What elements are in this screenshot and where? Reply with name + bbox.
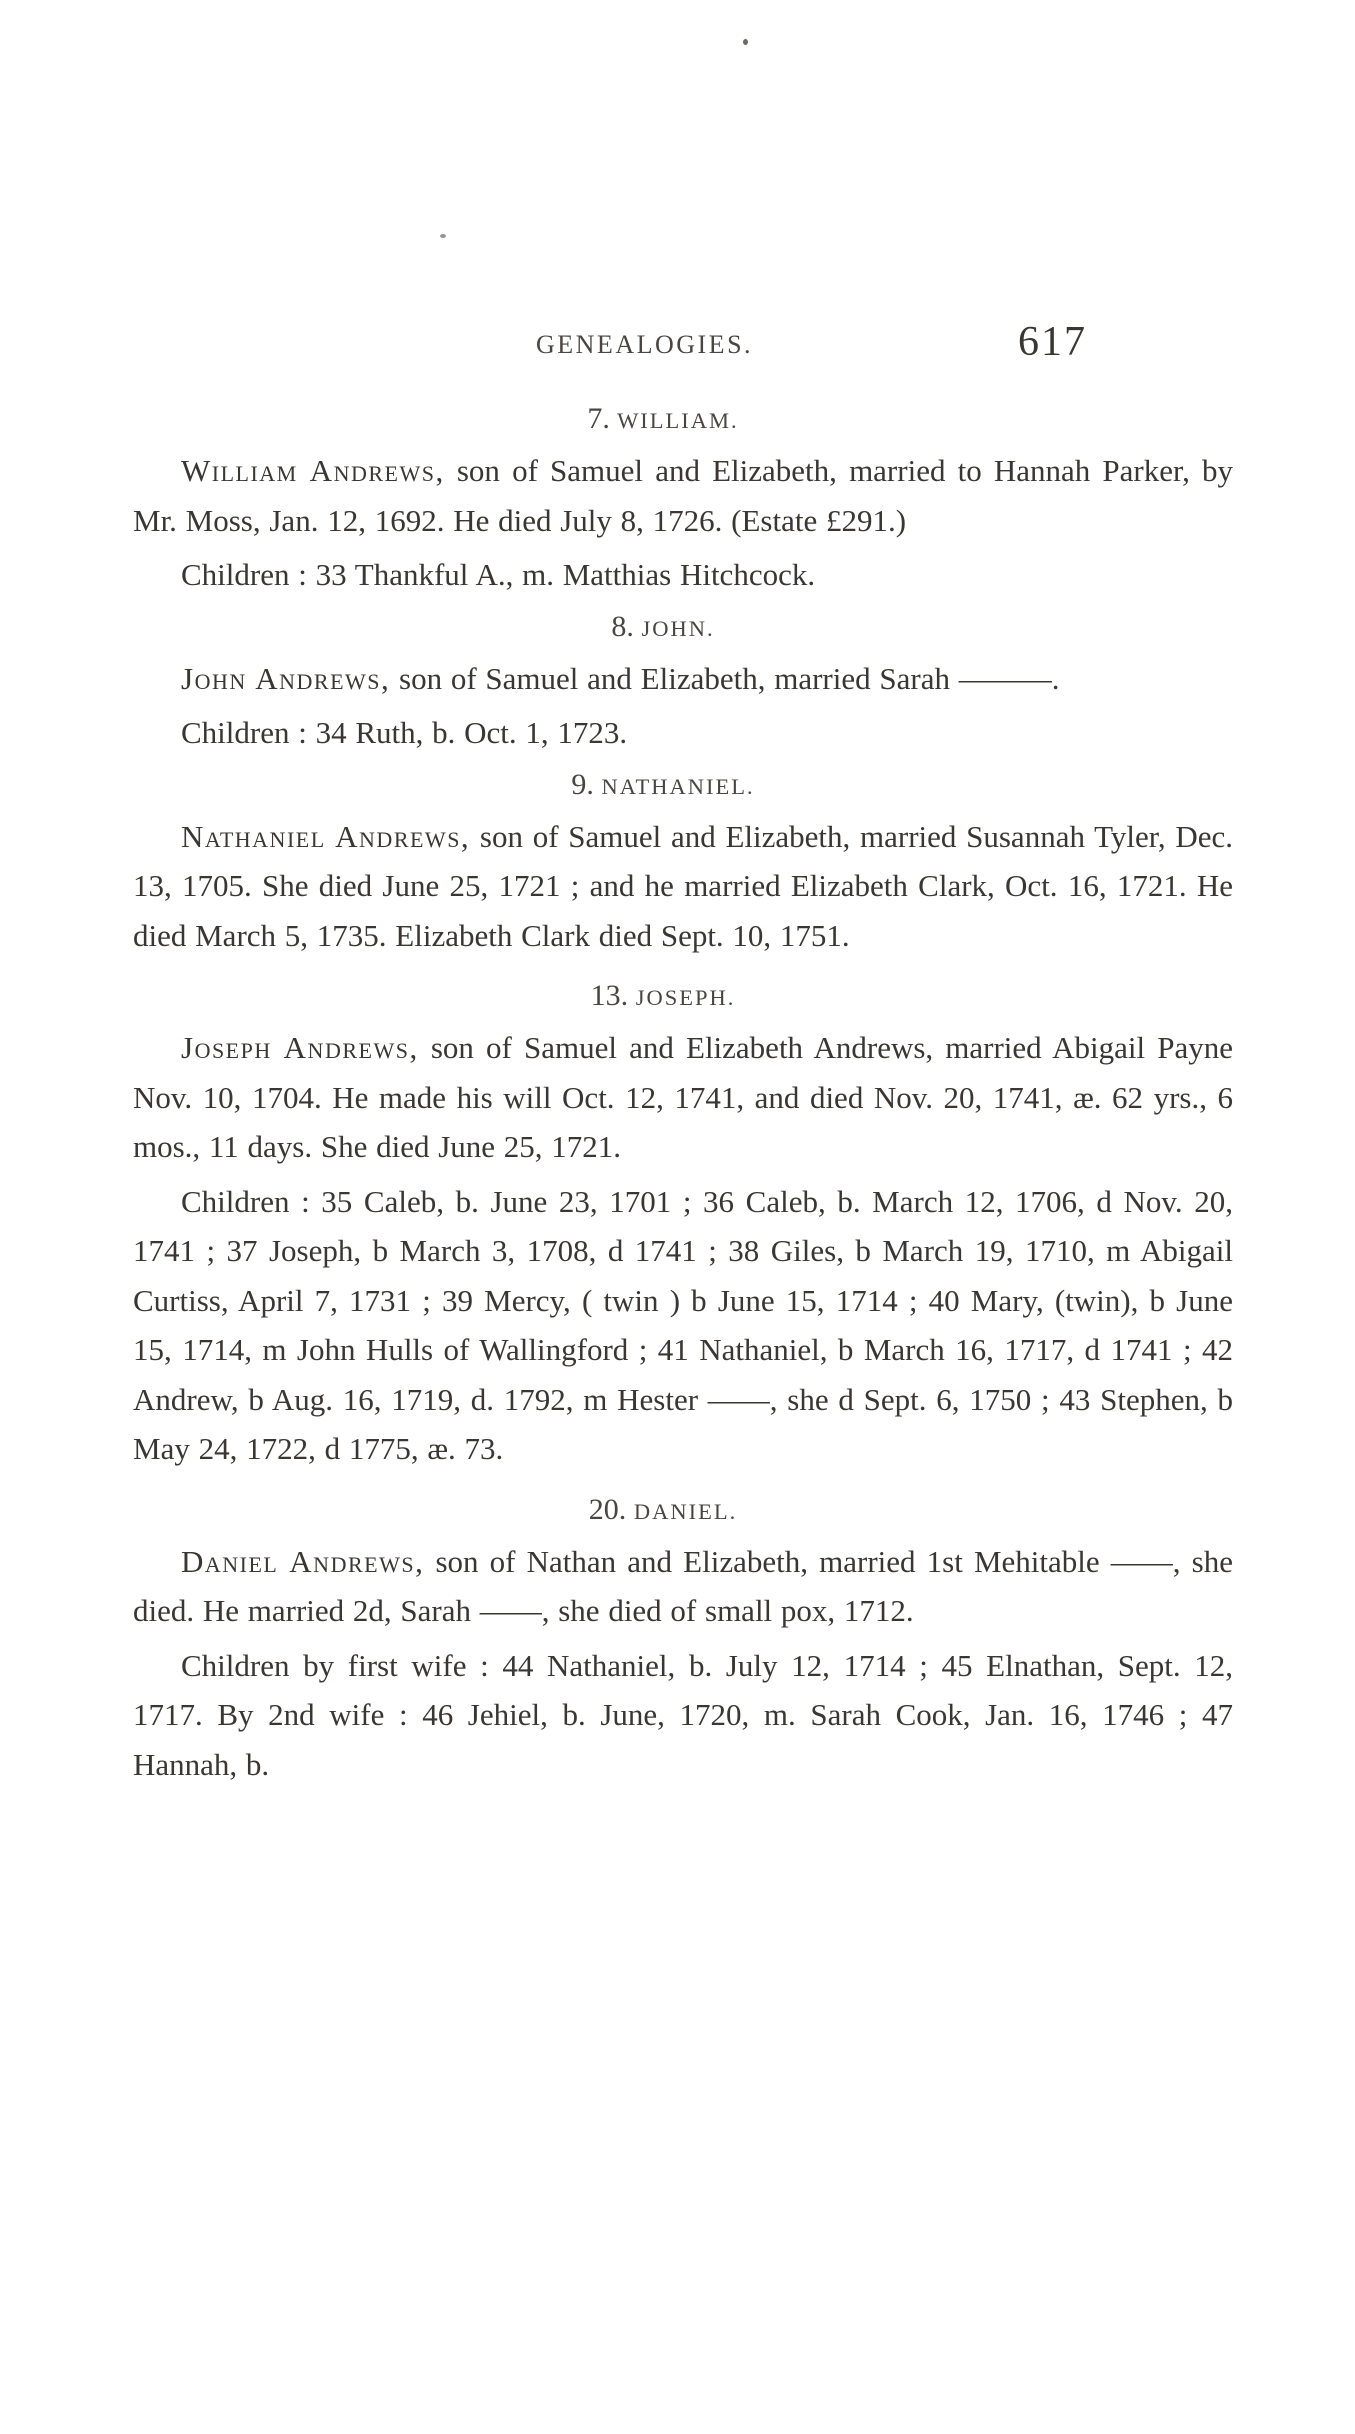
paragraph — [133, 446, 1233, 545]
section-number: 13. — [590, 979, 629, 1012]
section-heading — [93, 392, 1233, 446]
section-william — [133, 392, 1233, 600]
paragraph-text: son of Nathan and Elizabeth, married 1st Mehitable ——, she died. He married 2d, Sarah ——, she died of small pox, 1712. — [133, 1543, 1233, 1628]
running-title: GENEALOGIES. — [536, 330, 754, 359]
paragraph-text: Children : 35 Caleb, b. June 23, 1701 ; 36 Caleb, b. March 12, 1706, d Nov. 20, 1741 ; 37 Joseph, b March 3, 1708, d 1741 ; 38 Giles, b March 19, 1710, m Abigail Curtiss, April 7, 1731 ; 39 Mercy, ( twin ) b June 15, 1714 ; 40 Mary, (twin), b June 15, 1714, m John Hulls of Wallingford ; 41 Nathaniel, b March 16, 1717, d 1741 ; 42 Andrew, b Aug. 16, 1719, d. 1792, m Hester ——, she d Sept. 6, 1750 ; 43 Stephen, b May 24, 1722, d 1775, æ. 73. — [133, 1183, 1233, 1466]
paragraph-text: son of Samuel and Elizabeth, married to Hannah Parker, by Mr. Moss, Jan. 12, 1692. He died July 8, 1726. (Estate £291.) — [133, 453, 1233, 538]
section-heading — [93, 1483, 1233, 1537]
ink-speck — [440, 234, 446, 238]
section-title: WILLIAM. — [617, 408, 739, 433]
paragraph-text: son of Samuel and Elizabeth, married Sarah ———. — [390, 660, 1060, 696]
running-head — [0, 318, 1355, 378]
section-number: 7. — [587, 402, 610, 435]
paragraph-lead: John Andrews, — [181, 660, 391, 696]
section-title: DANIEL. — [633, 1498, 738, 1524]
section-heading — [93, 969, 1233, 1023]
section-john — [133, 600, 1233, 758]
children-paragraph — [133, 708, 1233, 758]
section-number: 20. — [588, 1492, 627, 1526]
paragraph — [133, 1537, 1233, 1636]
section-nathaniel — [133, 758, 1233, 961]
paragraph-lead: Nathaniel Andrews, — [181, 818, 471, 854]
paragraph — [133, 1023, 1233, 1172]
ink-speck — [743, 39, 748, 45]
paragraph-text: son of Samuel and Elizabeth, married Susannah Tyler, Dec. 13, 1705. She died June 25, 1721 ; and he married Elizabeth Clark, Oct. 16, 1721. He died March 5, 1735. Elizabeth Clark died Sept. 10, 1751. — [133, 818, 1233, 953]
section-title: NATHANIEL. — [601, 773, 755, 799]
paragraph-lead: Joseph Andrews, — [181, 1030, 419, 1065]
paragraph — [133, 654, 1233, 704]
children-paragraph — [133, 1641, 1233, 1790]
page-number: 617 — [1018, 319, 1087, 365]
paragraph-text: Children : 34 Ruth, b. Oct. 1, 1723. — [181, 715, 628, 750]
section-number: 9. — [571, 767, 594, 801]
section-daniel — [133, 1474, 1233, 1790]
paragraph-text: Children by first wife : 44 Nathaniel, b. July 12, 1714 ; 45 Elnathan, Sept. 12, 1717. By 2nd wife : 46 Jehiel, b. June, 1720, m. Sarah Cook, Jan. 16, 1746 ; 47 Hannah, b. — [133, 1647, 1233, 1782]
children-paragraph — [133, 1177, 1233, 1474]
paragraph-text: son of Samuel and Elizabeth Andrews, married Abigail Payne Nov. 10, 1704. He made his will Oct. 12, 1741, and died Nov. 20, 1741, æ. 62 yrs., 6 mos., 11 days. She died June 25, 1721. — [133, 1030, 1233, 1164]
paragraph — [133, 812, 1233, 961]
children-paragraph — [133, 550, 1233, 600]
paragraph-lead: Daniel Andrews, — [181, 1543, 425, 1579]
page-body — [133, 392, 1233, 1789]
section-heading — [93, 600, 1233, 654]
paragraph-lead: William Andrews, — [181, 453, 445, 488]
section-title: JOHN. — [641, 615, 715, 641]
section-joseph — [133, 960, 1233, 1474]
paragraph-text: Children : 33 Thankful A., m. Matthias Hitchcock. — [181, 557, 816, 592]
section-title: JOSEPH. — [635, 985, 736, 1010]
section-heading — [93, 758, 1233, 812]
section-number: 8. — [611, 609, 634, 643]
